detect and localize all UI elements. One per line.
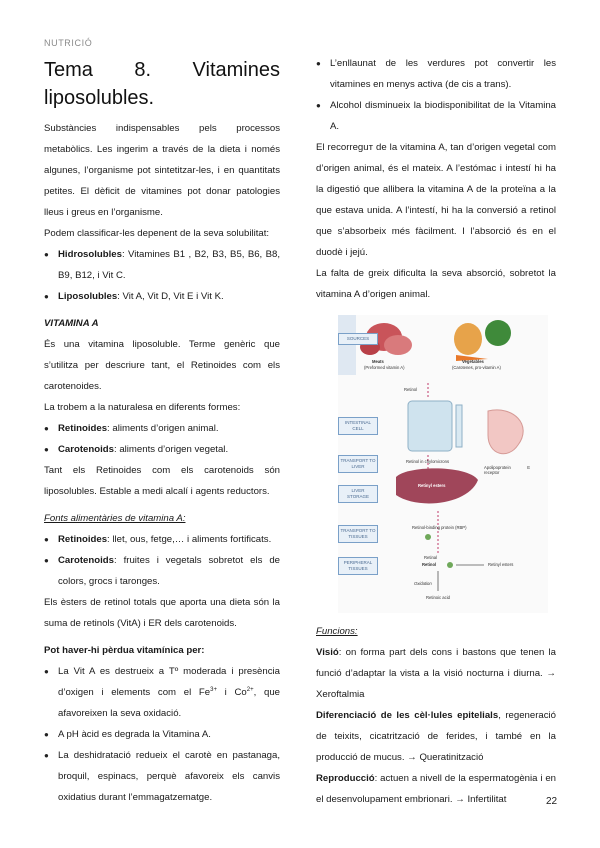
retinyl-esters-tissue-label: Retinyl esters xyxy=(488,562,514,567)
section-header: NUTRICIÓ xyxy=(44,38,93,48)
list-item: ● Retinoides: llet, ous, fetge,… i aliments fortificats. xyxy=(44,529,280,550)
list-item: ● Carotenoids: fruites i vegetals sobretot els de colors, grocs i taronges. xyxy=(44,550,280,592)
transport-liver-label: TRANSPORT TO LIVER xyxy=(338,455,378,473)
retinal-label: Retinal xyxy=(424,555,438,560)
loss-heading: Pot haver-hi pèrdua vitamínica per: xyxy=(44,645,205,656)
list-item: ● Alcohol disminueix la biodisponibilitat de la Vitamina A. xyxy=(316,95,556,137)
fat-paragraph: La falta de greix dificulta la seva absorció, sobretot la vitamina A d’origen animal. xyxy=(316,268,556,300)
liver-storage-label: LIVER STORAGE xyxy=(338,485,378,503)
list-item: ● Retinoides: aliments d’origen animal. xyxy=(44,418,280,439)
squash-illustration xyxy=(454,323,482,355)
retinol-label: Retinol xyxy=(404,387,418,392)
apolipoprotein-label: Apolipoprotein E receptor xyxy=(484,465,530,475)
sources-heading: Fonts alimentàries de vitamina A: xyxy=(44,513,186,524)
list-item: ● La deshidratació redueix el carotè en pastanaga, broquil, espinacs, perquè afavoreix els canvis oxidatius durant l’emmagatzematge. xyxy=(44,745,280,808)
meats-label: Meats xyxy=(372,359,384,364)
broccoli-illustration xyxy=(485,320,511,346)
peripheral-tissues-label: PERIPHERAL TISSUES xyxy=(338,557,378,575)
oxidation-label: Oxidation xyxy=(414,581,432,586)
rbp-marker xyxy=(447,562,453,568)
retinyl-esters-label: Retinyl esters xyxy=(418,483,446,488)
rbp-marker xyxy=(425,534,431,540)
function-paragraph: Reproducció: actuen a nivell de la espermatogènia i en el desenvolupament embrionari. → Infertilitat xyxy=(316,773,556,805)
list-item: ● L’enllaunat de les verdures pot convertir les vitamines en menys activa (de cis a trans). xyxy=(316,53,556,95)
factors-list xyxy=(316,53,556,137)
list-item: ● Hidrosolubles: Vitamines B1 , B2, B3, B5, B6, B8, B9, B12, i Vit C. xyxy=(44,244,280,286)
intro-paragraph: Substàncies indispensables pels processos metabòlics. Les ingerim a través de la dieta i només algunes, l’organisme pot sintetitzar-les, i en quantitats petites. El dèficit de vitamines pot donar patologies lleus i greus en l’organisme. xyxy=(44,123,280,218)
page-number: 22 xyxy=(546,796,558,807)
vitamin-a-heading: VITAMINA A xyxy=(44,318,99,329)
classification-list xyxy=(44,244,280,307)
list-item: ● La Vit A es destrueix a Tº moderada i presència d’oxigen i elements com el $Fe^{3+}$ i $Co^{2+}$, que afavoreixen la seva oxidació. xyxy=(44,661,280,724)
retinol-tissue-label: Retinol xyxy=(422,562,437,567)
right-column xyxy=(316,53,556,810)
intestine-illustration xyxy=(488,410,523,454)
esters-paragraph: Els èsters de retinol totals que aporta una dieta són la suma de retinols (VitA) i ER dels carotenoids. xyxy=(44,597,280,629)
forms-intro: La trobem a la naturalesa en diferents formes: xyxy=(44,402,241,413)
loss-list xyxy=(44,661,280,808)
absorption-paragraph: El recorreguт de la vitamina A, tan d’origen vegetal com d’origen animal, és el mateix. A l’estómac i intestí hi ha la digestió que allibera la vitamina A de la proteïna a la que estava unida. A l’intestí, hi ha la conversió a retinol que s’absorbeix més fàcilment. I l’absorció és en el duodè i jejú. xyxy=(316,142,556,258)
meat-illustration xyxy=(384,335,412,355)
vegetables-sublabel: (Carotenes, pro-vitamin A) xyxy=(452,365,501,370)
forms-list xyxy=(44,418,280,460)
chylomicrons-label: Retinol in chylomicrons xyxy=(406,459,450,464)
sources-label: SOURCES xyxy=(338,333,378,345)
classify-paragraph: Podem classificar-les depenent de la seva solubilitat: xyxy=(44,228,270,239)
page-title: Tema 8. Vitamines liposolubles. xyxy=(44,59,280,109)
meats-sublabel: (Preformed vitamin A) xyxy=(364,365,405,370)
functions-heading: Funcions: xyxy=(316,626,358,637)
vitamin-a-pathway-figure xyxy=(338,315,548,613)
transport-tissues-label: TRANSPORT TO TISSUES xyxy=(338,525,378,543)
left-column xyxy=(44,56,280,808)
intestinal-cell-shape xyxy=(456,405,462,447)
list-item: ● Liposolubles: Vit A, Vit D, Vit E i Vit K. xyxy=(44,286,280,307)
vegetables-label: Vegetables xyxy=(462,359,484,364)
function-paragraph: Visió: on forma part dels cons i bastons que tenen la funció d’adaptar la vista a la visió nocturna i diurna. → Xeroftalmia xyxy=(316,647,556,700)
rbp-label: Retinol-binding protein (RBP) xyxy=(412,525,467,530)
vitamin-a-description: És una vitamina liposoluble. Terme genèric que s’utilitza per descriure tant, el Retinoides com els carotenoides. xyxy=(44,339,280,392)
intestinal-cell-label: INTESTINAL CELL xyxy=(338,417,378,435)
sources-list xyxy=(44,529,280,592)
list-item: ● Carotenoids: aliments d’origen vegetal. xyxy=(44,439,280,460)
function-paragraph: Diferenciació de les cèl·lules epitelials, regeneració de teixits, cicatrització de ferides, i també en la producció de mucus. → Queratinització xyxy=(316,710,557,763)
intestinal-cell-shape xyxy=(408,401,452,451)
retinoic-acid-label: Retinoic acid xyxy=(426,595,450,600)
list-item: ● A pH àcid es degrada la Vitamina A. xyxy=(44,724,280,745)
stability-paragraph: Tant els Retinoides com els carotenoids són liposolubles. Estable a medi alcalí i agents reductors. xyxy=(44,465,280,497)
sources-band xyxy=(338,315,356,375)
